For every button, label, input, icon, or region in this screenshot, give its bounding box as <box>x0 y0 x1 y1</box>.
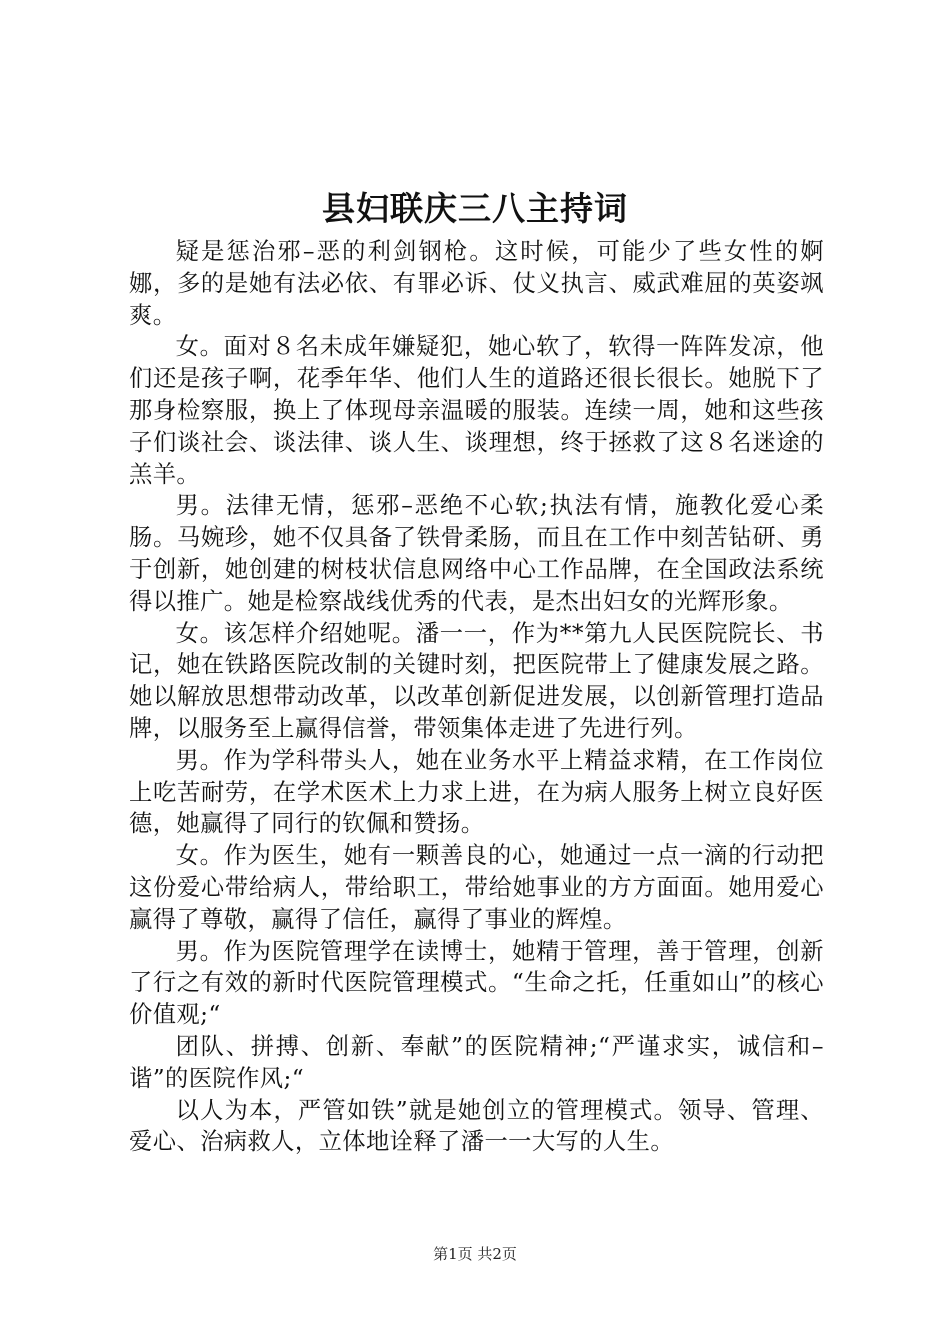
page-number-footer: 第1页 共2页 <box>433 1245 517 1263</box>
paragraph-6: 女。作为医生，她有一颗善良的心，她通过一点一滴的行动把这份爱心带给病人，带给职工，带给她事业的方方面面。她用爱心赢得了尊敬，赢得了信任，赢得了事业的辉煌。 <box>129 842 824 933</box>
paragraph-1: 疑是惩治邪–恶的利剑钢枪。这时候，可能少了些女性的婀娜，多的是她有法必依、有罪必诉、仗义执言、威武难屈的英姿飒爽。 <box>129 238 824 329</box>
document-title: 县妇联庆三八主持词 <box>322 189 628 228</box>
paragraph-7: 男。作为医院管理学在读博士，她精于管理，善于管理，创新了行之有效的新时代医院管理模式。“生命之托，任重如山”的核心价值观;“ <box>129 937 824 1029</box>
document-body <box>129 236 824 1158</box>
paragraph-9: 以人为本，严管如铁”就是她创立的管理模式。领导、管理、爱心、治病救人，立体地诠释了潘一一大写的人生。 <box>129 1096 824 1156</box>
paragraph-5: 男。作为学科带头人，她在业务水平上精益求精，在工作岗位上吃苦耐劳，在学术医术上力求上进，在为病人服务上树立良好医德，她赢得了同行的钦佩和赞扬。 <box>129 746 824 838</box>
paragraph-3: 男。法律无情，惩邪–恶绝不心软;执法有情，施教化爱心柔肠。马婉珍，她不仅具备了铁骨柔肠，而且在工作中刻苦钻研、勇于创新，她创建的树枝状信息网络中心工作品牌，在全国政法系统得以推广。她是检察战线优秀的代表，是杰出妇女的光辉形象。 <box>129 492 824 615</box>
paragraph-8: 团队、拼搏、创新、奉献”的医院精神;“严谨求实，诚信和–谐”的医院作风;“ <box>129 1032 824 1092</box>
paragraph-4: 女。该怎样介绍她呢。潘一一，作为**第九人民医院院长、书记，她在铁路医院改制的关键时刻，把医院带上了健康发展之路。她以解放思想带动改革，以改革创新促进发展，以创新管理打造品牌，以服务至上赢得信誉，带领集体走进了先进行列。 <box>129 619 824 742</box>
paragraph-2: 女。面对８名未成年嫌疑犯，她心软了，软得一阵阵发凉，他们还是孩子啊，花季年华、他们人生的道路还很长很长。她脱下了那身检察服，换上了体现母亲温暖的服装。连续一周，她和这些孩子们谈社会、谈法律、谈人生、谈理想，终于拯救了这８名迷途的羔羊。 <box>129 333 824 488</box>
